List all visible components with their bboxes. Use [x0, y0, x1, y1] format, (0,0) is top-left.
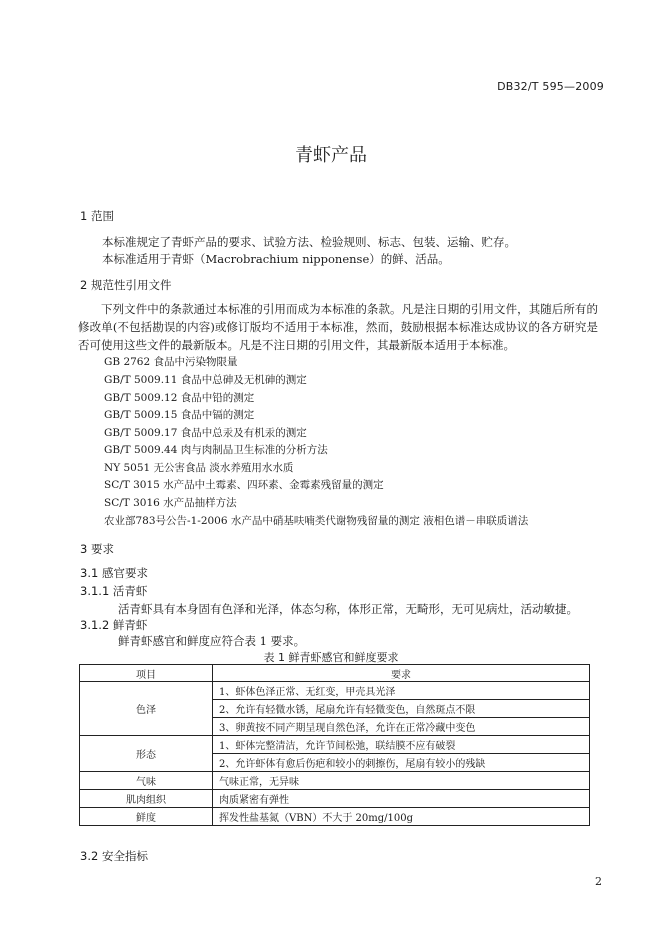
normative-intro-paragraph — [78, 300, 598, 354]
table-cell-item: 肌肉组织 — [80, 790, 213, 808]
reference-item: NY 5051 无公害食品 淡水养殖用水水质 — [104, 462, 294, 474]
section-1-heading: 1 范围 — [80, 209, 114, 223]
section-3-1-2-heading: 3.1.2 鲜青虾 — [80, 618, 148, 632]
page-number: 2 — [595, 875, 602, 888]
reference-item: GB/T 5009.11 食品中总砷及无机砷的测定 — [104, 374, 307, 386]
table-row — [80, 808, 590, 826]
table-cell-requirement: 2、允许虾体有愈后伤疤和较小的刺擦伤，尾扇有较小的残缺 — [213, 754, 590, 772]
scope-line-2: 本标准适用于青虾（Macrobrachium nipponense）的鲜、活品。 — [102, 252, 450, 266]
table-cell-item: 鲜度 — [80, 808, 213, 826]
table-header-row — [80, 665, 590, 682]
reference-item: GB/T 5009.17 食品中总汞及有机汞的测定 — [104, 427, 307, 439]
section-3-2-heading: 3.2 安全指标 — [80, 849, 148, 863]
standard-number: DB32/T 595—2009 — [497, 80, 604, 93]
column-header-item: 项目 — [80, 665, 213, 682]
column-header-requirement: 要求 — [213, 665, 590, 682]
page-title: 青虾产品 — [295, 145, 367, 166]
scope-line-1: 本标准规定了青虾产品的要求、试验方法、检验规则、标志、包装、运输、贮存。 — [102, 235, 516, 249]
table-row — [80, 790, 590, 808]
normative-intro-text: 下列文件中的条款通过本标准的引用而成为本标准的条款。凡是注日期的引用文件，其随后所有的修改单(不包括勘误的内容)或修订版均不适用于本标准，然而，鼓励根据本标准达成协议的各方研究是否可使用这些文件的最新版本。凡是不注日期的引用文件，其最新版本适用于本标准。 — [78, 302, 598, 352]
table-cell-requirement: 肉质紧密有弹性 — [213, 790, 590, 808]
reference-item: GB 2762 食品中污染物限量 — [104, 356, 238, 368]
table-cell-requirement: 1、虾体完整清洁，允许节间松弛，联结膜不应有破裂 — [213, 736, 590, 754]
table-cell-item: 形态 — [80, 736, 213, 772]
table-row — [80, 682, 590, 700]
reference-item: GB/T 5009.15 食品中镉的测定 — [104, 409, 255, 421]
table-cell-requirement: 3、卵黄按不同产期呈现自然色泽，允许在正常冷藏中变色 — [213, 718, 590, 736]
live-shrimp-text: 活青虾具有本身固有色泽和光泽，体态匀称，体形正常，无畸形，无可见病灶，活动敏捷。 — [118, 602, 578, 616]
reference-item: 农业部783号公告-1-2006 水产品中硝基呋喃类代谢物残留量的测定 液相色谱－串联质谱法 — [104, 515, 529, 527]
table-cell-requirement: 1、虾体色泽正常、无红变，甲壳具光泽 — [213, 682, 590, 700]
section-3-1-heading: 3.1 感官要求 — [80, 566, 148, 580]
table-cell-requirement: 2、允许有轻微水锈，尾扇允许有轻微变色，自然斑点不限 — [213, 700, 590, 718]
section-2-heading: 2 规范性引用文件 — [80, 278, 172, 292]
section-3-heading: 3 要求 — [80, 542, 114, 556]
reference-item: SC/T 3016 水产品抽样方法 — [104, 497, 237, 509]
fresh-shrimp-text: 鲜青虾感官和鲜度应符合表 1 要求。 — [118, 634, 306, 648]
table-cell-requirement: 气味正常，无异味 — [213, 772, 590, 790]
table-caption: 表 1 鲜青虾感官和鲜度要求 — [263, 651, 399, 664]
table-cell-requirement: 挥发性盐基氮（VBN）不大于 20mg/100g — [213, 808, 590, 826]
table-cell-item: 气味 — [80, 772, 213, 790]
section-3-1-1-heading: 3.1.1 活青虾 — [80, 584, 148, 598]
table-cell-item: 色泽 — [80, 682, 213, 736]
table-row — [80, 772, 590, 790]
reference-item: SC/T 3015 水产品中土霉素、四环素、金霉素残留量的测定 — [104, 479, 384, 491]
reference-item: GB/T 5009.12 食品中铅的测定 — [104, 392, 255, 404]
reference-item: GB/T 5009.44 肉与肉制品卫生标准的分析方法 — [104, 444, 328, 456]
sensory-requirements-table — [79, 664, 590, 826]
table-row — [80, 736, 590, 754]
